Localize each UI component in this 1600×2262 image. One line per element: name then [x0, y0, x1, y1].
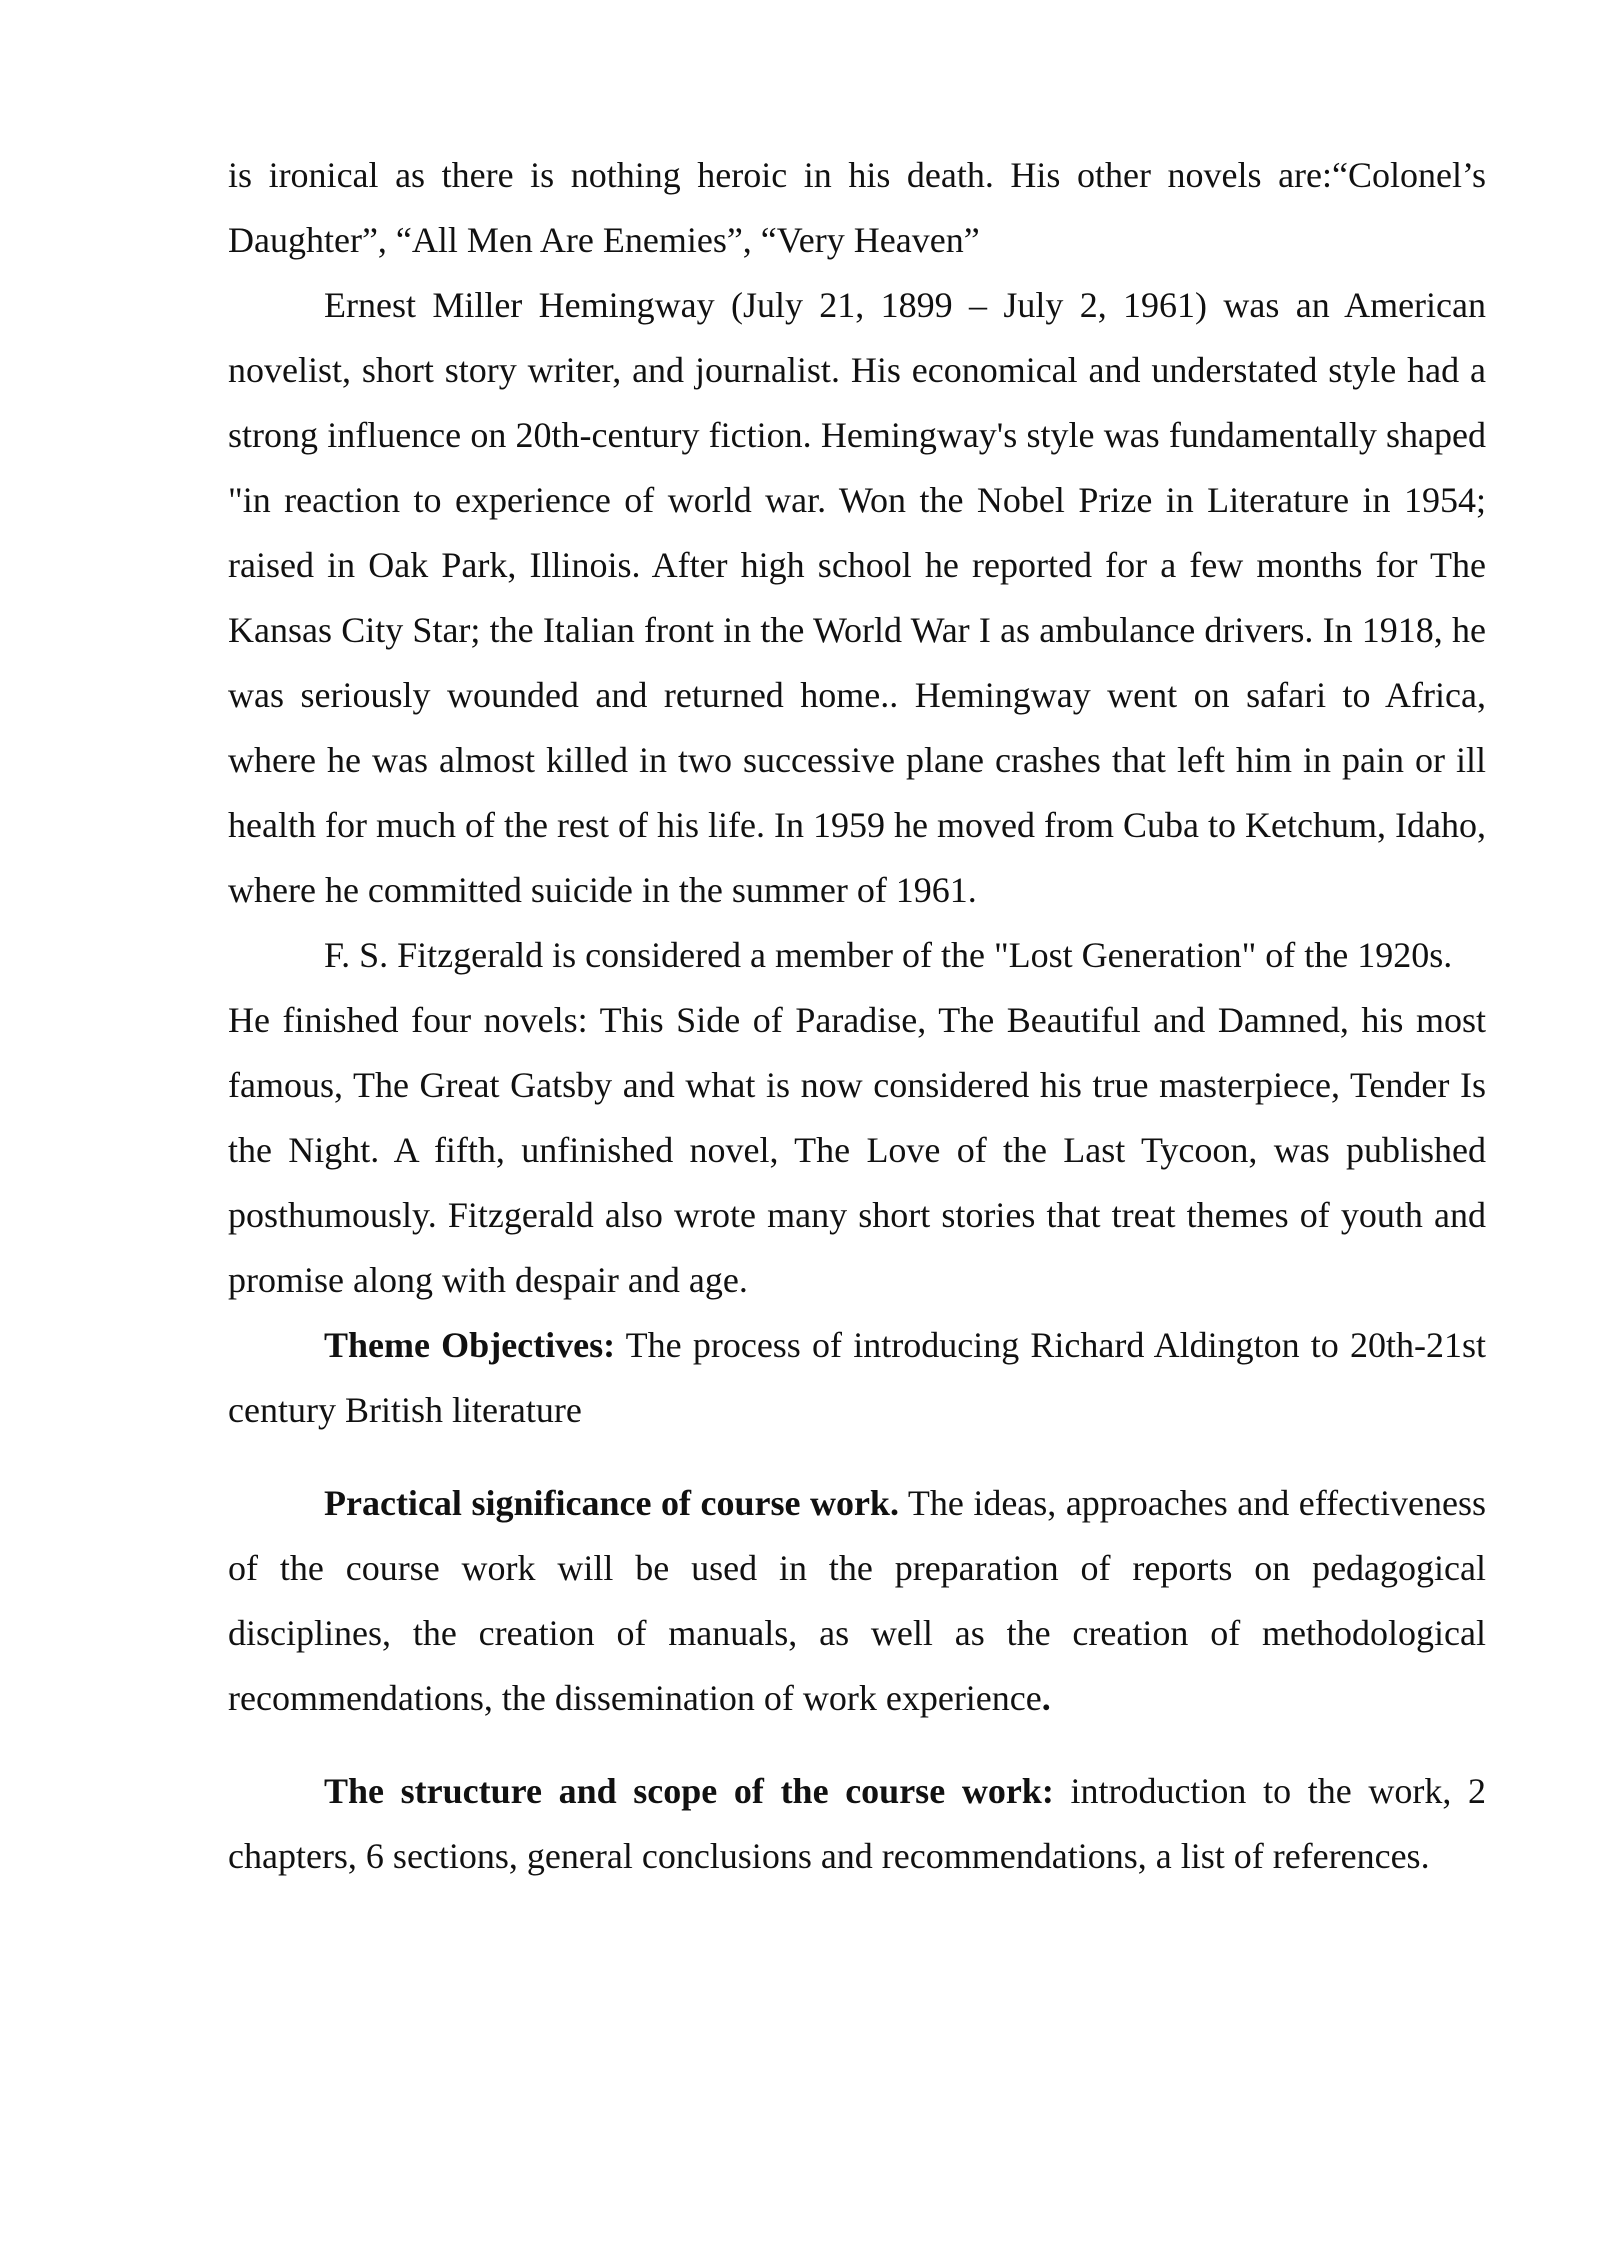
practical-significance-text: The ideas, approaches and effectiveness of the course work will be used in the preparation of reports on pedagogical disciplines, the creation of manuals, as well as the creation of methodological recommendations, the dissemination of work experience — [228, 1483, 1486, 1718]
structure-scope-label: The structure and scope of the course work: — [324, 1771, 1054, 1811]
document-page — [228, 143, 1486, 1889]
paragraph-practical-significance — [228, 1471, 1486, 1731]
paragraph-theme-objectives — [228, 1313, 1486, 1443]
practical-significance-label: Practical significance of course work. — [324, 1483, 899, 1523]
structure-scope-text: introduction to the work, 2 chapters, 6 sections, general conclusions and recommendations, a list of references. — [228, 1771, 1486, 1876]
theme-objectives-label: Theme Objectives: — [324, 1325, 616, 1365]
theme-objectives-text: The process of introducing Richard Aldington to 20th-21st century British literature — [228, 1325, 1486, 1430]
practical-significance-end: . — [1041, 1678, 1051, 1718]
paragraph-fitzgerald — [228, 923, 1486, 1313]
paragraph-hemingway: Ernest Miller Hemingway (July 21, 1899 – July 2, 1961) was an American novelist, short story writer, and journalist. His economical and understated style had a strong influence on 20th-century fiction. Hemingway's style was fundamentally shaped "in reaction to experience of world war. Won the Nobel Prize in Literature in 1954; raised in Oak Park, Illinois. After high school he reported for a few months for The Kansas City Star; the Italian front in the World War I as ambulance drivers. In 1918, he was seriously wounded and returned home.. Hemingway went on safari to Africa, where he was almost killed in two successive plane crashes that left him in pain or ill health for much of the rest of his life. In 1959 he moved from Cuba to Ketchum, Idaho, where he committed suicide in the summer of 1961. — [228, 285, 1486, 910]
paragraph-fitzgerald-first-line: F. S. Fitzgerald is considered a member of the "Lost Generation" of the 1920s. — [324, 935, 1453, 975]
paragraph-aldington-novels: is ironical as there is nothing heroic in his death. His other novels are:“Colonel’s Daughter”, “All Men Are Enemies”, “Very Heaven” — [228, 155, 1486, 260]
paragraph-fitzgerald-rest: He finished four novels: This Side of Paradise, The Beautiful and Damned, his most famous, The Great Gatsby and what is now considered his true masterpiece, Tender Is the Night. A fifth, unfinished novel, The Love of the Last Tycoon, was published posthumously. Fitzgerald also wrote many short stories that treat themes of youth and promise along with despair and age. — [228, 1000, 1486, 1300]
paragraph-structure-scope — [228, 1759, 1486, 1889]
